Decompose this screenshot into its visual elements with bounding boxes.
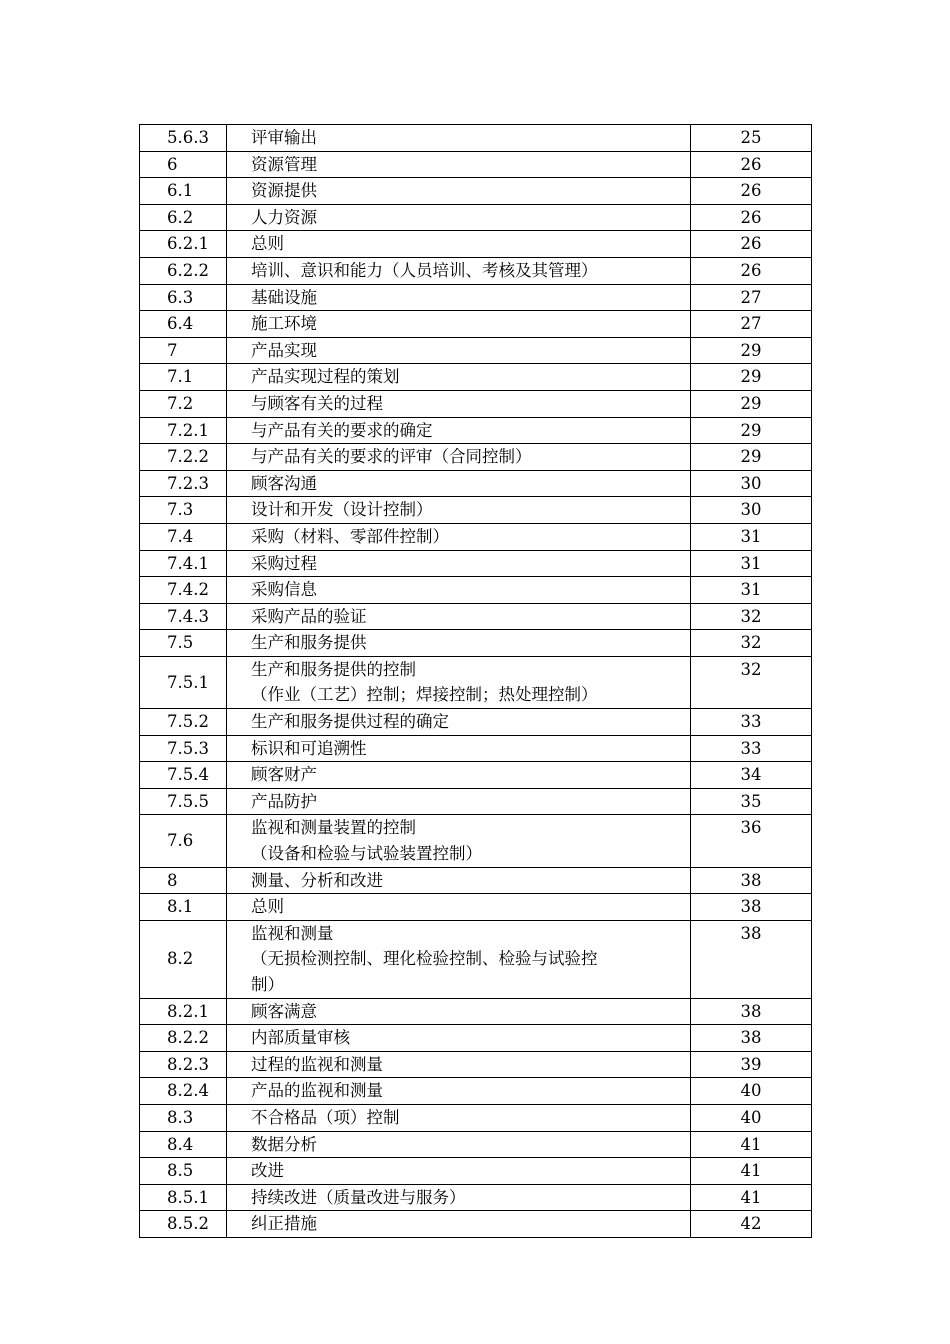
section-number: 6	[140, 151, 227, 178]
toc-row	[140, 497, 812, 524]
section-number: 7.5.3	[140, 735, 227, 762]
section-number: 6.2.2	[140, 257, 227, 284]
toc-row	[140, 603, 812, 630]
section-number: 5.6.3	[140, 125, 227, 152]
section-title	[227, 1051, 691, 1078]
page-number: 29	[691, 444, 812, 471]
section-title-line: （无损检测控制、理化检验控制、检验与试验控	[251, 949, 598, 969]
section-title-line: 产品防护	[251, 791, 317, 811]
section-title	[227, 231, 691, 258]
section-number: 7.1	[140, 364, 227, 391]
section-title-line: 设计和开发（设计控制）	[251, 500, 433, 520]
section-number: 8.3	[140, 1104, 227, 1131]
section-title-line: 资源管理	[251, 154, 317, 174]
toc-row	[140, 257, 812, 284]
page-number: 32	[691, 630, 812, 657]
section-title	[227, 603, 691, 630]
section-title	[227, 497, 691, 524]
section-title-line: 产品实现	[251, 340, 317, 360]
section-title-line: 评审输出	[251, 128, 317, 147]
page-number: 41	[691, 1184, 812, 1211]
section-title-line: 培训、意识和能力（人员培训、考核及其管理）	[251, 260, 598, 280]
section-title-line: 生产和服务提供的控制	[251, 659, 416, 679]
section-number: 7	[140, 337, 227, 364]
toc-row	[140, 735, 812, 762]
section-title	[227, 364, 691, 391]
toc-body	[140, 125, 812, 1238]
section-title-line: 监视和测量装置的控制	[251, 818, 416, 838]
page-number: 38	[691, 1025, 812, 1052]
toc-row	[140, 656, 812, 708]
section-title-line: 与产品有关的要求的评审（合同控制）	[251, 447, 532, 467]
section-title-line: 总则	[251, 897, 284, 917]
page-number: 32	[691, 656, 812, 708]
page-number: 38	[691, 867, 812, 894]
toc-row	[140, 998, 812, 1025]
section-title-line: 纠正措施	[251, 1214, 317, 1234]
section-title-line: 资源提供	[251, 181, 317, 201]
section-number: 8.2	[140, 920, 227, 998]
page-number: 25	[691, 125, 812, 152]
toc-row	[140, 894, 812, 921]
section-title	[227, 1078, 691, 1105]
section-number: 8.5.2	[140, 1211, 227, 1238]
page-number: 39	[691, 1051, 812, 1078]
toc-row	[140, 470, 812, 497]
section-title	[227, 1131, 691, 1158]
page-number: 38	[691, 920, 812, 998]
section-number: 8.2.3	[140, 1051, 227, 1078]
page-number: 26	[691, 178, 812, 205]
section-title-line: 基础设施	[251, 287, 317, 307]
toc-row	[140, 815, 812, 867]
section-number: 7.5.1	[140, 656, 227, 708]
section-title-line: 产品实现过程的策划	[251, 367, 400, 387]
section-title-line: （作业（工艺）控制；焊接控制；热处理控制）	[251, 685, 598, 705]
toc-row	[140, 1104, 812, 1131]
toc-row	[140, 762, 812, 789]
toc-row	[140, 1051, 812, 1078]
section-title-line: 制）	[251, 975, 284, 994]
section-title-line: 标识和可追溯性	[251, 738, 367, 758]
toc-row	[140, 204, 812, 231]
section-number: 6.2.1	[140, 231, 227, 258]
section-number: 8.2.1	[140, 998, 227, 1025]
section-number: 8	[140, 867, 227, 894]
section-title-line: 顾客财产	[251, 765, 317, 785]
toc-row	[140, 444, 812, 471]
section-number: 6.4	[140, 311, 227, 338]
page-number: 42	[691, 1211, 812, 1238]
page-number: 33	[691, 709, 812, 736]
section-title	[227, 656, 691, 708]
section-title-line: 持续改进（质量改进与服务）	[251, 1187, 466, 1207]
section-title	[227, 417, 691, 444]
page-number: 26	[691, 204, 812, 231]
toc-table	[139, 124, 812, 1238]
section-title-line: 与顾客有关的过程	[251, 393, 383, 413]
section-number: 7.2	[140, 390, 227, 417]
section-title	[227, 337, 691, 364]
section-title-line: 采购产品的验证	[251, 606, 367, 626]
page-number: 40	[691, 1078, 812, 1105]
page-number: 41	[691, 1131, 812, 1158]
section-title-line: 生产和服务提供过程的确定	[251, 712, 449, 732]
section-title-line: 内部质量审核	[251, 1028, 350, 1048]
page-number: 27	[691, 284, 812, 311]
section-number: 8.5.1	[140, 1184, 227, 1211]
toc-row	[140, 125, 812, 152]
section-title	[227, 998, 691, 1025]
section-title-line: 采购过程	[251, 553, 317, 573]
page-number: 38	[691, 894, 812, 921]
section-title	[227, 311, 691, 338]
toc-row	[140, 630, 812, 657]
page-number: 34	[691, 762, 812, 789]
section-title-line: 过程的监视和测量	[251, 1054, 383, 1074]
section-title-line: 不合格品（项）控制	[251, 1107, 400, 1127]
section-title	[227, 257, 691, 284]
section-title	[227, 709, 691, 736]
toc-row	[140, 1158, 812, 1185]
section-title-line: 产品的监视和测量	[251, 1081, 383, 1101]
section-title	[227, 894, 691, 921]
section-title-line: 总则	[251, 234, 284, 254]
page-number: 29	[691, 390, 812, 417]
section-title	[227, 1184, 691, 1211]
toc-row	[140, 1184, 812, 1211]
section-title	[227, 523, 691, 550]
section-title	[227, 867, 691, 894]
section-title-line: 数据分析	[251, 1134, 317, 1154]
section-title-line: 顾客满意	[251, 1001, 317, 1021]
section-title	[227, 444, 691, 471]
toc-row	[140, 788, 812, 815]
toc-row	[140, 151, 812, 178]
toc-row	[140, 284, 812, 311]
page-number: 38	[691, 998, 812, 1025]
toc-row	[140, 364, 812, 391]
page-number: 29	[691, 364, 812, 391]
section-title-line: 监视和测量	[251, 923, 334, 943]
toc-row	[140, 231, 812, 258]
toc-row	[140, 311, 812, 338]
page-number: 30	[691, 497, 812, 524]
page-number: 26	[691, 257, 812, 284]
section-title	[227, 577, 691, 604]
section-title	[227, 151, 691, 178]
section-number: 7.5.2	[140, 709, 227, 736]
toc-row	[140, 1131, 812, 1158]
toc-row	[140, 523, 812, 550]
section-number: 7.4.3	[140, 603, 227, 630]
section-number: 7.4.1	[140, 550, 227, 577]
section-number: 7.4	[140, 523, 227, 550]
toc-row	[140, 178, 812, 205]
section-title	[227, 762, 691, 789]
section-title	[227, 284, 691, 311]
section-number: 7.5	[140, 630, 227, 657]
section-title-line: 测量、分析和改进	[251, 870, 383, 890]
toc-row	[140, 1211, 812, 1238]
page-number: 33	[691, 735, 812, 762]
page-number: 29	[691, 417, 812, 444]
toc-row	[140, 1078, 812, 1105]
section-title-line: 人力资源	[251, 207, 317, 227]
section-title	[227, 788, 691, 815]
page-number: 32	[691, 603, 812, 630]
section-title	[227, 125, 691, 152]
section-number: 8.5	[140, 1158, 227, 1185]
section-number: 6.1	[140, 178, 227, 205]
section-title	[227, 1158, 691, 1185]
section-title-line: 改进	[251, 1161, 284, 1181]
toc-row	[140, 390, 812, 417]
toc-row	[140, 337, 812, 364]
section-title-line: 施工环境	[251, 314, 317, 334]
toc-row	[140, 577, 812, 604]
page-number: 40	[691, 1104, 812, 1131]
section-title	[227, 390, 691, 417]
section-number: 8.2.2	[140, 1025, 227, 1052]
section-number: 7.2.1	[140, 417, 227, 444]
page-number: 26	[691, 151, 812, 178]
section-title-line: 与产品有关的要求的确定	[251, 420, 433, 440]
toc-row	[140, 550, 812, 577]
section-number: 7.3	[140, 497, 227, 524]
page-number: 26	[691, 231, 812, 258]
toc-row	[140, 920, 812, 998]
section-number: 7.5.4	[140, 762, 227, 789]
page-number: 36	[691, 815, 812, 867]
section-title	[227, 630, 691, 657]
section-title-line: 采购信息	[251, 580, 317, 600]
section-title	[227, 178, 691, 205]
section-number: 8.1	[140, 894, 227, 921]
section-number: 8.2.4	[140, 1078, 227, 1105]
section-title	[227, 815, 691, 867]
section-title	[227, 470, 691, 497]
page-number: 31	[691, 577, 812, 604]
toc-row	[140, 1025, 812, 1052]
section-title	[227, 1104, 691, 1131]
toc-row	[140, 867, 812, 894]
page-number: 30	[691, 470, 812, 497]
page-number: 29	[691, 337, 812, 364]
section-title	[227, 735, 691, 762]
section-number: 7.2.3	[140, 470, 227, 497]
section-title	[227, 1025, 691, 1052]
section-title	[227, 920, 691, 998]
section-number: 7.4.2	[140, 577, 227, 604]
section-number: 7.5.5	[140, 788, 227, 815]
section-title-line: 顾客沟通	[251, 473, 317, 493]
page-number: 41	[691, 1158, 812, 1185]
toc-row	[140, 709, 812, 736]
section-number: 6.3	[140, 284, 227, 311]
page-number: 31	[691, 523, 812, 550]
section-number: 7.6	[140, 815, 227, 867]
page-number: 35	[691, 788, 812, 815]
section-title	[227, 550, 691, 577]
page-number: 27	[691, 311, 812, 338]
section-title	[227, 204, 691, 231]
section-title-line: （设备和检验与试验装置控制）	[251, 844, 482, 864]
section-title-line: 生产和服务提供	[251, 633, 367, 653]
section-title	[227, 1211, 691, 1238]
toc-row	[140, 417, 812, 444]
section-number: 8.4	[140, 1131, 227, 1158]
section-number: 7.2.2	[140, 444, 227, 471]
section-title-line: 采购（材料、零部件控制）	[251, 526, 449, 546]
section-number: 6.2	[140, 204, 227, 231]
page-number: 31	[691, 550, 812, 577]
